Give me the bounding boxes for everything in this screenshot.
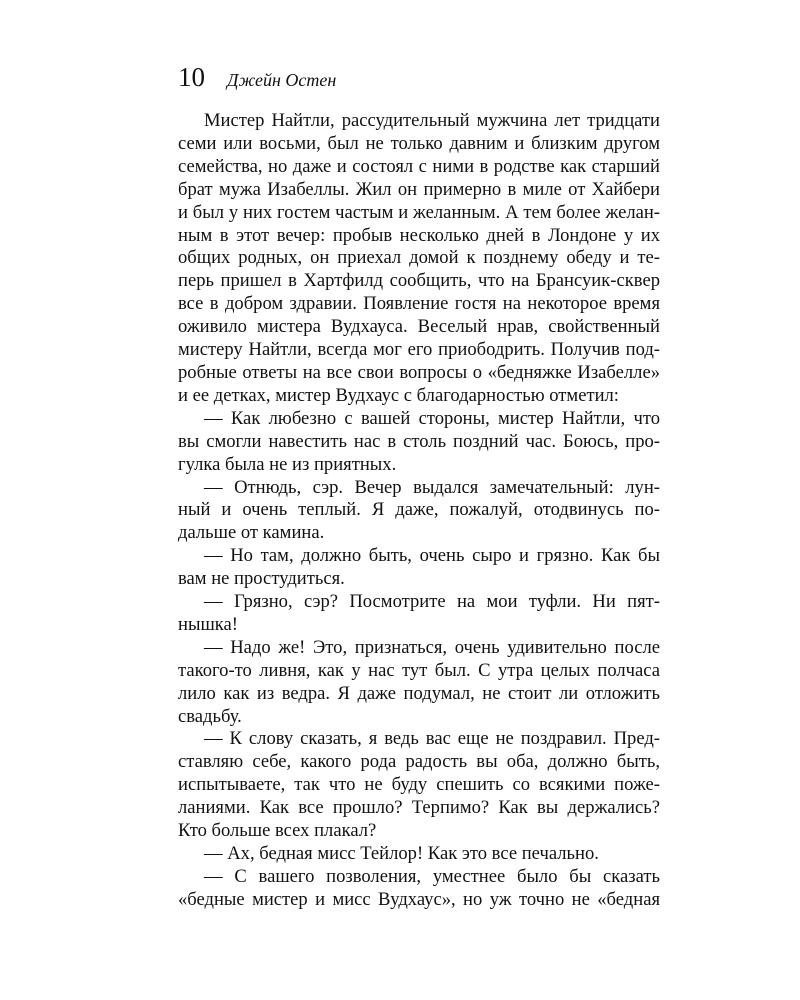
text-line: — Ах, бедная мисс Тейлор! Как это все печально. bbox=[204, 843, 599, 864]
text-line: — Но там, должно быть, очень сыро и грязно. Как бы bbox=[204, 545, 660, 567]
text-line: все в добром здравии. Появление гостя на некоторое время bbox=[178, 293, 660, 315]
text-line: общих родных, он приехал домой к позднему обеду и те- bbox=[178, 247, 660, 269]
text-line: и ее детках, мистер Вудхаус с благодарностью отметил: bbox=[178, 384, 619, 406]
text-line: вы смогли навестить нас в столь поздний час. Боюсь, про- bbox=[178, 430, 660, 452]
text-line: Мистер Найтли, рассудительный мужчина лет тридцати bbox=[204, 110, 660, 131]
text-line: гулка была не из приятных. bbox=[178, 453, 397, 475]
text-line: нышка! bbox=[178, 613, 238, 635]
text-line: «бедные мистер и мисс Вудхаус», но уж точно не «бедная bbox=[178, 888, 660, 910]
text-line: свадьбу. bbox=[178, 705, 242, 727]
text-line: ный и очень теплый. Я даже, пожалуй, отодвинусь по- bbox=[178, 499, 660, 521]
page-number: 10 bbox=[178, 62, 205, 92]
text-line: — Отнюдь, сэр. Вечер выдался замечательный: лун- bbox=[204, 476, 660, 498]
running-head-author: Джейн Остен bbox=[227, 70, 337, 90]
text-line: — К слову сказать, я ведь вас еще не поздравил. Пред- bbox=[204, 728, 660, 750]
text-line: перь пришел в Хартфилд сообщить, что на Брансуик-сквер bbox=[178, 270, 660, 292]
text-line: испытываете, так что не буду спешить со всякими поже- bbox=[178, 774, 660, 796]
text-line: робные ответы на все свои вопросы о «бедняжке Изабелле» bbox=[178, 361, 660, 383]
text-line: брат мужа Изабеллы. Жил он примерно в миле от Хайбери bbox=[178, 178, 660, 200]
text-line: и был у них гостем частым и желанным. А тем более желан- bbox=[178, 201, 660, 223]
text-line: — С вашего позволения, уместнее было бы сказать bbox=[204, 865, 660, 887]
text-line: — Как любезно с вашей стороны, мистер Найтли, что bbox=[204, 407, 660, 429]
text-line: лило как из ведра. Я даже подумал, не стоит ли отложить bbox=[178, 682, 660, 704]
page-header bbox=[178, 64, 336, 91]
text-line: ланиями. Как все прошло? Терпимо? Как вы держались? bbox=[178, 797, 660, 819]
text-line: оживило мистера Вудхауса. Веселый нрав, свойственный bbox=[178, 316, 660, 338]
text-line: мистеру Найтли, всегда мог его приободрить. Получив под- bbox=[178, 339, 660, 361]
text-line: вам не простудиться. bbox=[178, 568, 345, 590]
text-line: семи или восьми, был не только давним и близким другом bbox=[178, 132, 660, 154]
text-line: семейства, но даже и состоял с ними в родстве как старший bbox=[178, 155, 660, 177]
text-line: ным в этот вечер: пробыв несколько дней в Лондоне у их bbox=[178, 224, 660, 246]
text-line: — Грязно, сэр? Посмотрите на мои туфли. Ни пят- bbox=[204, 591, 660, 613]
text-line: дальше от камина. bbox=[178, 522, 325, 544]
body-text bbox=[178, 110, 660, 912]
text-line: такого-то ливня, как у нас тут был. С утра целых полчаса bbox=[178, 659, 660, 681]
text-line: ставляю себе, какого рода радость вы оба, должно быть, bbox=[178, 751, 660, 773]
text-line: — Надо же! Это, признаться, очень удивительно после bbox=[204, 636, 660, 658]
text-line: Кто больше всех плакал? bbox=[178, 820, 377, 842]
